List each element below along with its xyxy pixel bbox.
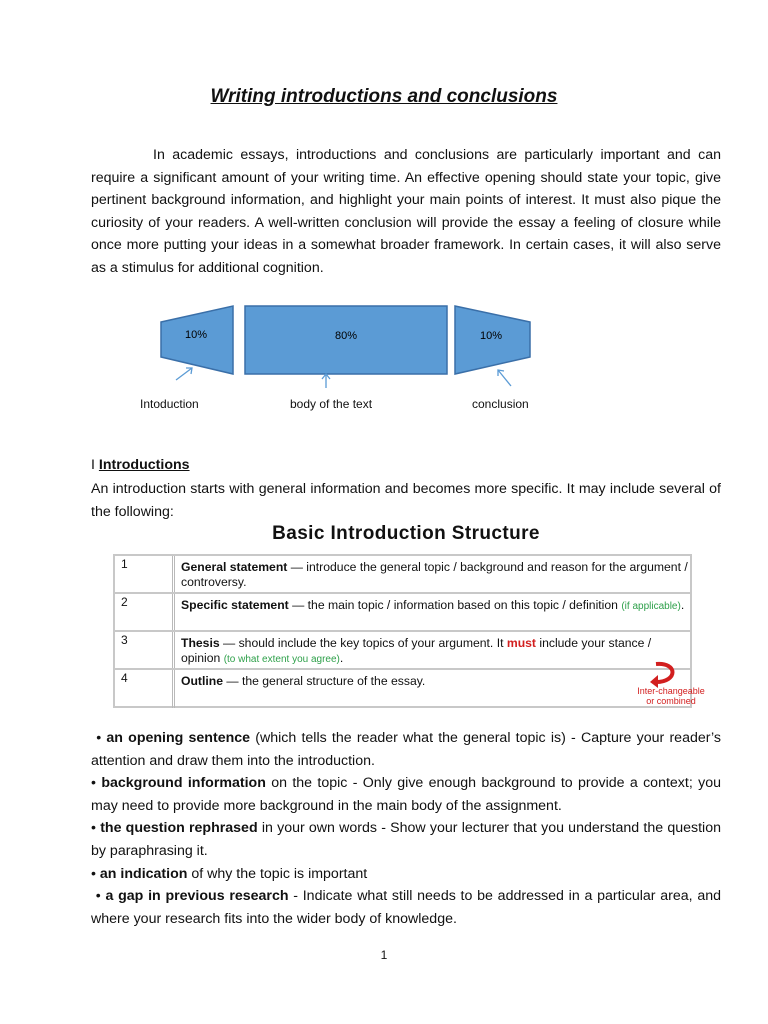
row-text: Specific statement — the main topic / information based on this topic / definition (if applicable). xyxy=(181,598,685,612)
row-number: 2 xyxy=(121,595,128,609)
table-row xyxy=(115,594,690,632)
table-row xyxy=(115,556,690,594)
diagram-svg xyxy=(0,300,768,420)
essay-proportion-diagram xyxy=(0,300,768,420)
intro-label: Intoduction xyxy=(140,397,199,411)
list-item: • an indication of why the topic is important xyxy=(91,865,368,882)
page-number: 1 xyxy=(380,948,388,962)
bullet-list xyxy=(91,727,721,930)
body-percent: 80% xyxy=(334,330,358,342)
document-title: Writing introductions and conclusions xyxy=(210,86,558,107)
section-numeral: I xyxy=(91,457,95,473)
curved-arrow-icon xyxy=(648,660,680,688)
intro-percent: 10% xyxy=(184,329,208,341)
row-number: 1 xyxy=(121,557,128,571)
intro-paragraph: In academic essays, introductions and conclusions are particularly important and can require a significant amount of your writing time. An effective opening should state your topic, give pertinent background information, and highlight your main points of interest. It must also pique the curiosity of your readers. A well-written conclusion will provide the essay a feeling of closure while once more putting your ideas in a somewhat broader framework. In certain cases, it will also serve as a stimulus for additional cognition. xyxy=(91,147,721,276)
list-item: • an opening sentence (which tells the reader what the general topic is) - Capture your reader’s attention and draw them into the introduction. xyxy=(91,730,721,769)
list-item: • background information on the topic - Only give enough background to provide a context; you may need to provide more background in the main body of the assignment. xyxy=(91,775,721,814)
row-text: Thesis — should include the key topics of your argument. It must include your stance / opinion (to what extent you agree). xyxy=(181,636,652,665)
table-row xyxy=(115,632,690,670)
row-number: 3 xyxy=(121,633,128,647)
list-item: • a gap in previous research - Indicate what still needs to be addressed in a particular area, and where your research fits into the wider body of knowledge. xyxy=(91,888,721,927)
conclusion-label: conclusion xyxy=(472,397,529,411)
structure-title: Basic Introduction Structure xyxy=(272,523,540,544)
row-text: General statement — introduce the general topic / background and reason for the argument / controversy. xyxy=(181,560,688,589)
section-heading xyxy=(91,457,190,473)
row-text: Outline — the general structure of the essay. xyxy=(181,674,426,688)
list-item: • the question rephrased in your own words - Show your lecturer that you understand the question by paraphrasing it. xyxy=(91,820,721,859)
row-number: 4 xyxy=(121,671,128,685)
interchangeable-note: Inter-changeable or combined xyxy=(637,686,705,706)
section-lead: An introduction starts with general information and becomes more specific. It may include several of the following: xyxy=(91,481,721,520)
structure-table xyxy=(113,554,692,708)
body-label: body of the text xyxy=(290,397,373,411)
table-row xyxy=(115,670,690,708)
conclusion-percent: 10% xyxy=(479,330,503,342)
section-title: Introductions xyxy=(98,457,190,473)
